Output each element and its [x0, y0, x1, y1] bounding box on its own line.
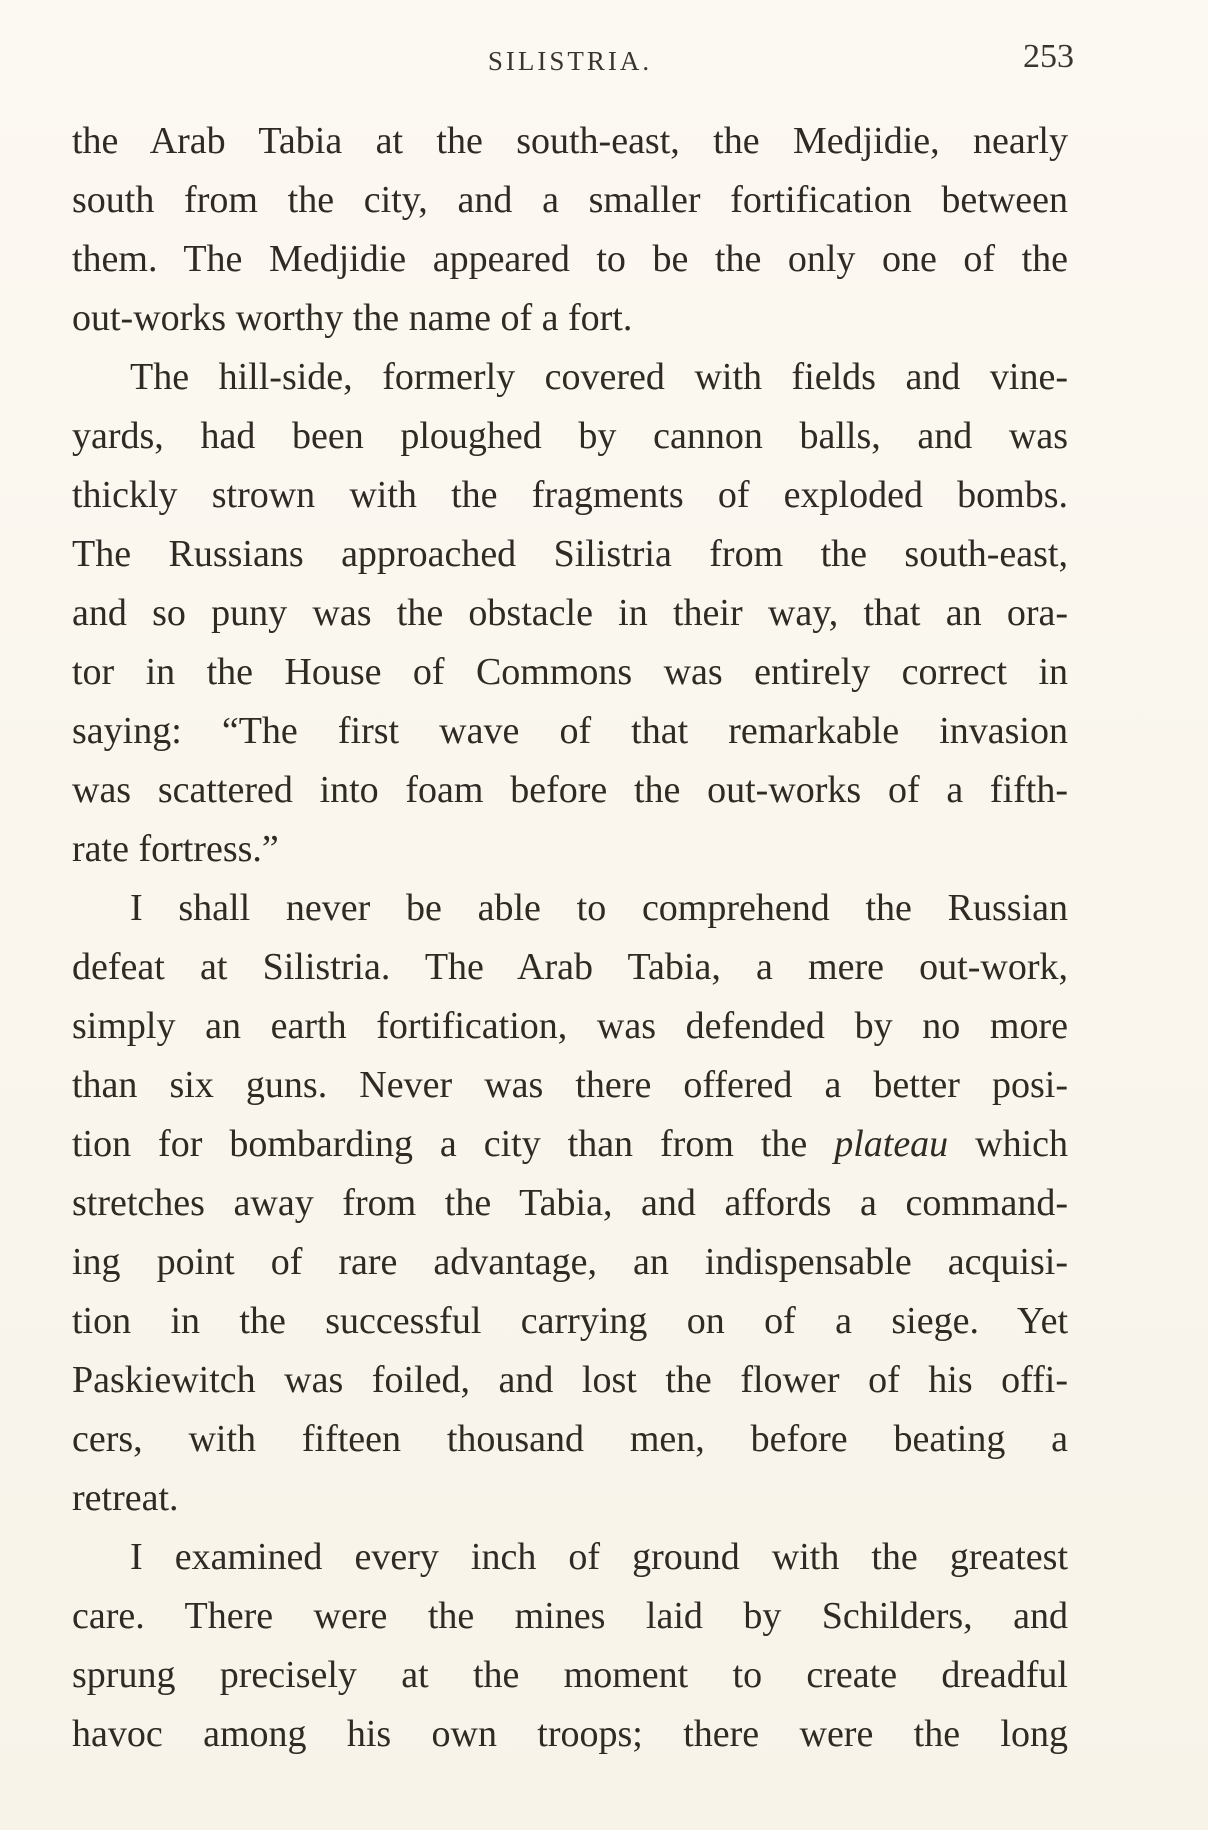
text-line: care. There were the mines laid by Schilders, and	[72, 1595, 1068, 1637]
text-line: simply an earth fortification, was defended by no more	[72, 1005, 1068, 1047]
text-line: sprung precisely at the moment to create dreadful	[72, 1654, 1068, 1696]
text-line: The hill-side, formerly covered with fields and vine-	[130, 356, 1068, 398]
text-line: and so puny was the obstacle in their way, that an ora-	[72, 592, 1068, 634]
text-line: yards, had been ploughed by cannon balls, and was	[72, 415, 1068, 457]
running-title: SILISTRIA.	[487, 46, 653, 76]
text-line: tor in the House of Commons was entirely correct in	[72, 651, 1068, 693]
text-line: was scattered into foam before the out-works of a fifth-	[72, 769, 1068, 811]
text-line: I examined every inch of ground with the greatest	[130, 1536, 1068, 1578]
running-head	[72, 32, 1074, 92]
text-line: south from the city, and a smaller fortification between	[72, 179, 1068, 221]
page-number: 253	[1023, 38, 1074, 75]
text-line: ing point of rare advantage, an indispensable acquisi-	[72, 1241, 1068, 1283]
italic-word: plateau	[834, 1123, 949, 1165]
body-text	[72, 112, 1068, 1764]
text-line: them. The Medjidie appeared to be the only one of the	[72, 238, 1068, 280]
text-line: saying: “The first wave of that remarkable invasion	[72, 710, 1068, 752]
text-line: thickly strown with the fragments of exploded bombs.	[72, 474, 1068, 516]
text-line: rate fortress.”	[72, 828, 279, 870]
text-line: than six guns. Never was there offered a better posi-	[72, 1064, 1068, 1106]
text-line: The Russians approached Silistria from the south-east,	[72, 533, 1068, 575]
text-segment: tion for bombarding a city than from the	[72, 1123, 808, 1165]
text-line: the Arab Tabia at the south-east, the Medjidie, nearly	[72, 120, 1068, 162]
text-line: retreat.	[72, 1477, 179, 1519]
text-line: out-works worthy the name of a fort.	[72, 297, 633, 339]
text-line-with-italic	[72, 1115, 1068, 1174]
text-line: defeat at Silistria. The Arab Tabia, a mere out-work,	[72, 946, 1068, 988]
text-segment: which	[975, 1123, 1068, 1165]
text-line: I shall never be able to comprehend the Russian	[130, 887, 1068, 929]
text-line: havoc among his own troops; there were the long	[72, 1713, 1068, 1755]
text-line: stretches away from the Tabia, and affords a command-	[72, 1182, 1068, 1224]
text-line: Paskiewitch was foiled, and lost the flower of his offi-	[72, 1359, 1068, 1401]
text-line: cers, with fifteen thousand men, before beating a	[72, 1418, 1068, 1460]
text-line: tion in the successful carrying on of a siege. Yet	[72, 1300, 1068, 1342]
